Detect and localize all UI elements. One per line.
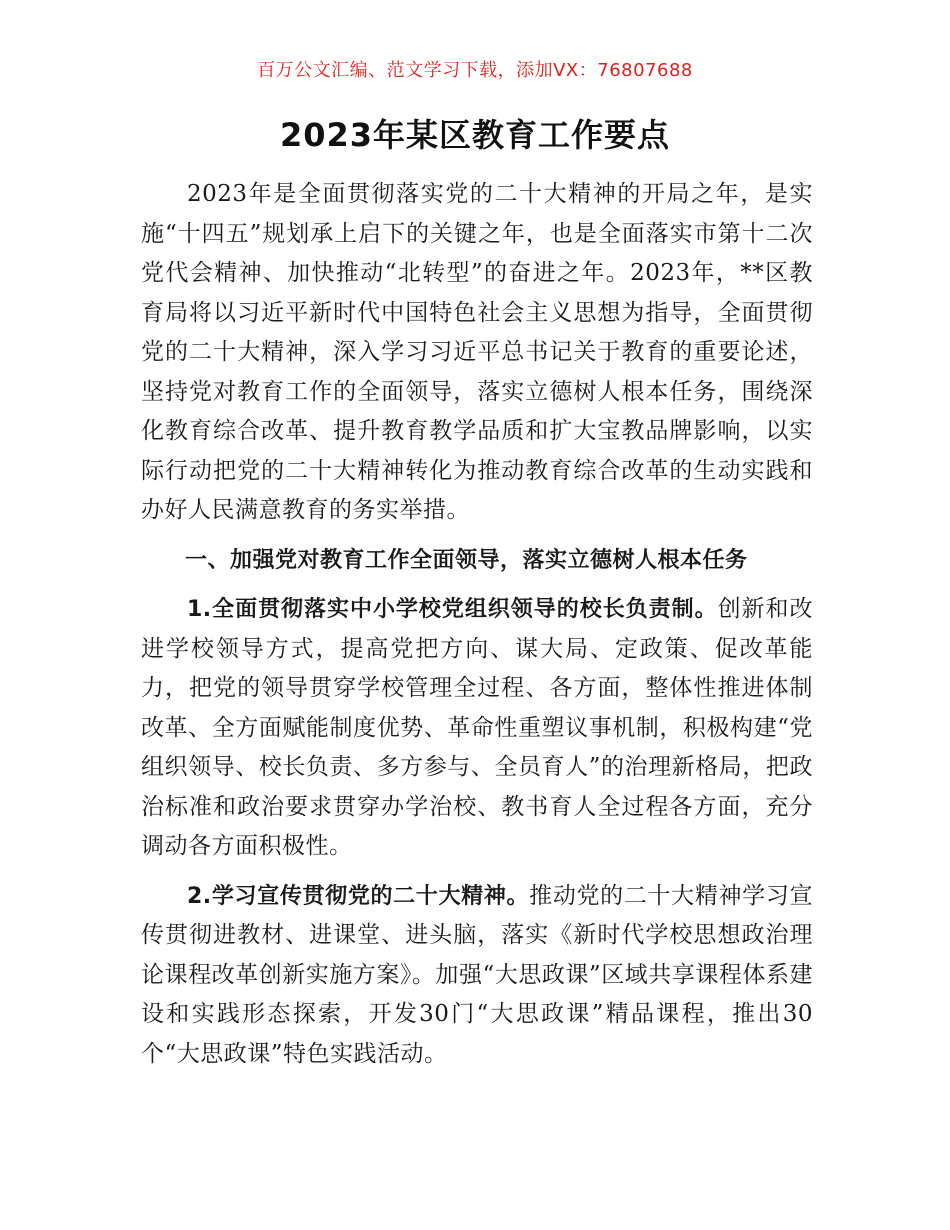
list-item — [141, 877, 813, 1075]
item-lead: 2.学习宣传贯彻党的二十大精神。 — [187, 883, 530, 909]
section-heading: 一、加强党对教育工作全面领导，落实立德树人根本任务 — [185, 547, 748, 573]
list-item — [141, 590, 813, 867]
document-body — [141, 175, 813, 1074]
intro-paragraph: 2023年是全面贯彻落实党的二十大精神的开局之年，是实施“十四五”规划承上启下的关键之年，也是全面落实市第十二次党代会精神、加快推动“北转型”的奋进之年。2023年，**区教育局将以习近平新时代中国特色社会主义思想为指导，全面贯彻党的二十大精神，深入学习习近平总书记关于教育的重要论述，坚持党对教育工作的全面领导，落实立德树人根本任务，围绕深化教育综合改革、提升教育教学品质和扩大宝教品牌影响，以实际行动把党的二十大精神转化为推动教育综合改革的生动实践和办好人民满意教育的务实举措。 — [141, 181, 813, 523]
item-text: 创新和改进学校领导方式，提高党把方向、谋大局、定政策、促改革能力，把党的领导贯穿学校管理全过程、各方面，整体性推进体制改革、全方面赋能制度优势、革命性重塑议事机制，积极构建“党组织领导、校长负责、多方参与、全员育人”的治理新格局，把政治标准和政治要求贯穿办学治校、教书育人全过程各方面，充分调动各方面积极性。 — [141, 596, 814, 859]
item-lead: 1.全面贯彻落实中小学校党组织领导的校长负责制。 — [187, 597, 718, 622]
watermark-banner: 百万公文汇编、范文学习下载，添加VX：76807688 — [257, 60, 693, 81]
item-text: 推动党的二十大精神学习宣传贯彻进教材、进课堂、进头脑，落实《新时代学校思想政治理论课程改革创新实施方案》。加强“大思政课”区域共享课程体系建设和实践形态探索，开发30门“大思政课”精品课程，推出30个“大思政课”特色实践活动。 — [141, 882, 814, 1067]
page-title: 2023年某区教育工作要点 — [279, 116, 671, 154]
